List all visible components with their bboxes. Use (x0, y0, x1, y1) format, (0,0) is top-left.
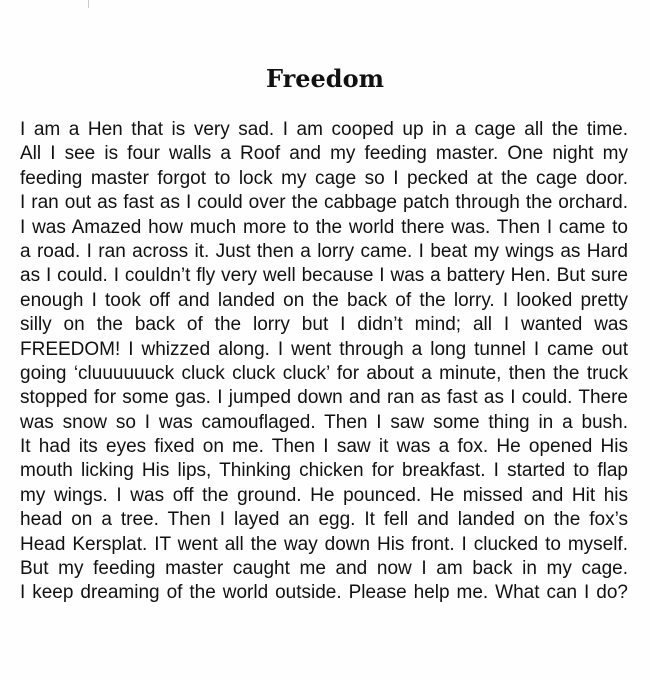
text-line: It had its eyes fixed on me. Then I saw it was a fox. He opened His (20, 436, 628, 458)
text-line: stopped for some gas. I jumped down and ran as fast as I could. There (20, 387, 628, 409)
text-line: But my feeding master caught me and now I am back in my cage. (20, 558, 628, 580)
text-line: a road. I ran across it. Just then a lorry came. I beat my wings as Hard (20, 240, 628, 262)
text-line: mouth licking His lips, Thinking chicken for breakfast. I started to flap (20, 460, 628, 482)
story-text (20, 118, 628, 606)
text-line: I ran out as fast as I could over the cabbage patch through the orchard. (20, 192, 628, 214)
text-line: going ‘cluuuuuuck cluck cluck cluck’ for about a minute, then the truck (20, 362, 628, 384)
text-line: silly on the back of the lorry but I didn’t mind; all I wanted was (20, 314, 628, 336)
text-line: FREEDOM! I whizzed along. I went through a long tunnel I came out (20, 338, 628, 360)
text-line: I am a Hen that is very sad. I am cooped up in a cage all the time. (20, 119, 628, 140)
text-line: was snow so I was camouflaged. Then I saw some thing in a bush. (20, 411, 628, 433)
scan-mark (88, 0, 89, 8)
text-line: Head Kersplat. IT went all the way down His front. I clucked to myself. (20, 533, 628, 555)
text-line: I keep dreaming of the world outside. Please help me. What can I do? (20, 582, 628, 604)
text-line: I was Amazed how much more to the world there was. Then I came to (20, 216, 628, 238)
text-line: All I see is four walls a Roof and my feeding master. One night my (20, 143, 628, 165)
text-line: enough I took off and landed on the back of the lorry. I looked pretty (20, 289, 628, 311)
page-title: Freedom (266, 64, 384, 93)
text-line: my wings. I was off the ground. He pounced. He missed and Hit his (20, 484, 628, 506)
text-line: feeding master forgot to lock my cage so I pecked at the cage door. (20, 167, 628, 189)
text-line: as I could. I couldn’t fly very well because I was a battery Hen. But sure (20, 265, 628, 287)
text-line: head on a tree. Then I layed an egg. It fell and landed on the fox’s (20, 509, 628, 531)
